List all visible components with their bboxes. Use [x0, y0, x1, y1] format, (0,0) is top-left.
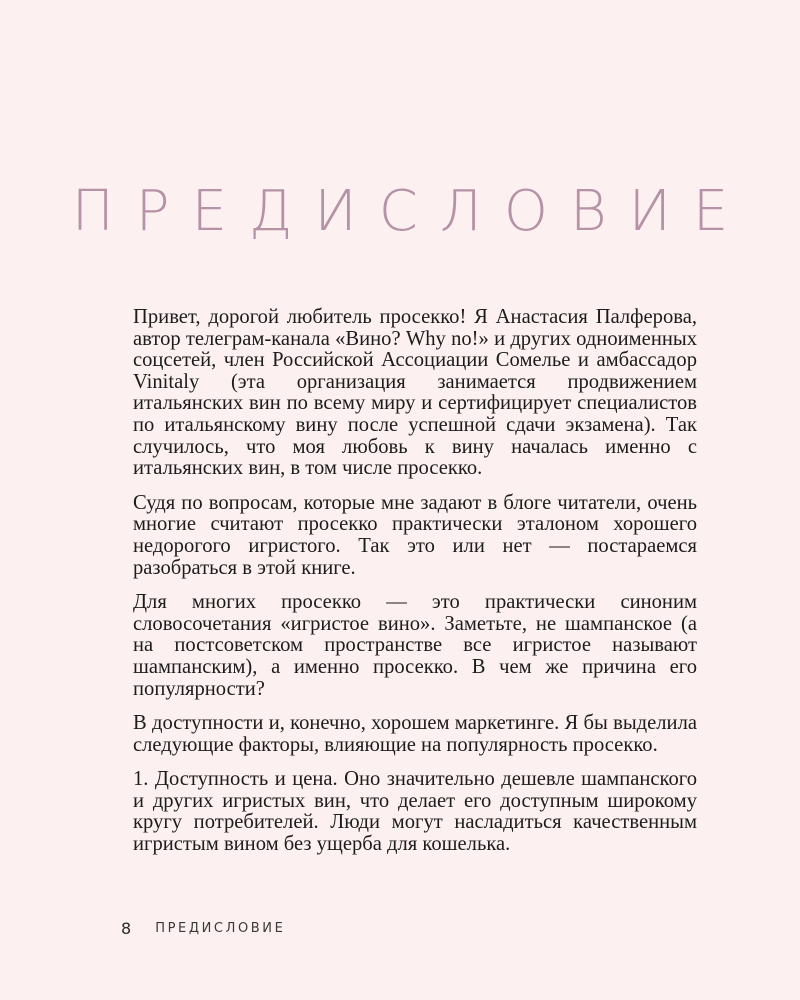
body-text	[133, 307, 697, 869]
page-footer	[121, 916, 285, 940]
paragraph-factor-1: 1. Доступность и цена. Оно значительно дешевле шампанского и других игристых вин, что делает его доступным широкому кругу потребителей. Люди могут насладиться качественным игристым вином без ущерба для кошелька.	[133, 768, 697, 856]
paragraph-factors: В доступности и, конечно, хорошем маркетинге. Я бы выделила следующие факторы, влияющие на популярность просекко.	[133, 712, 697, 756]
page-number: 8	[121, 918, 132, 938]
chapter-title: ПРЕДИСЛОВИЕ	[71, 179, 751, 244]
paragraph-questions: Судя по вопросам, которые мне задают в блоге читатели, очень многие считают просекко практически эталоном хорошего недорогого игристого. Так это или нет — постараемся разобраться в этой книге.	[133, 491, 697, 579]
running-head: ПРЕДИСЛОВИЕ	[155, 920, 286, 936]
paragraph-synonym: Для многих просекко — это практически синоним словосочетания «игристое вино». Заметьте, не шампанское (а на постсоветском пространстве все игристое называют шампанским), а именно просекко. В чем же причина его популярности?	[133, 591, 697, 700]
paragraph-intro: Привет, дорогой любитель просекко! Я Анастасия Палферова, автор телеграм-канала «Вино? Why no!» и других одноименных соцсетей, член Российской Ассоциации Сомелье и амбассадор Vinitaly (эта организация занимается продвижением итальянских вин по всему миру и сертифицирует специалистов по итальянскому вину после успешной сдачи экзамена). Так случилось, что моя любовь к вину началась именно с итальянских вин, в том числе просекко.	[133, 306, 697, 480]
